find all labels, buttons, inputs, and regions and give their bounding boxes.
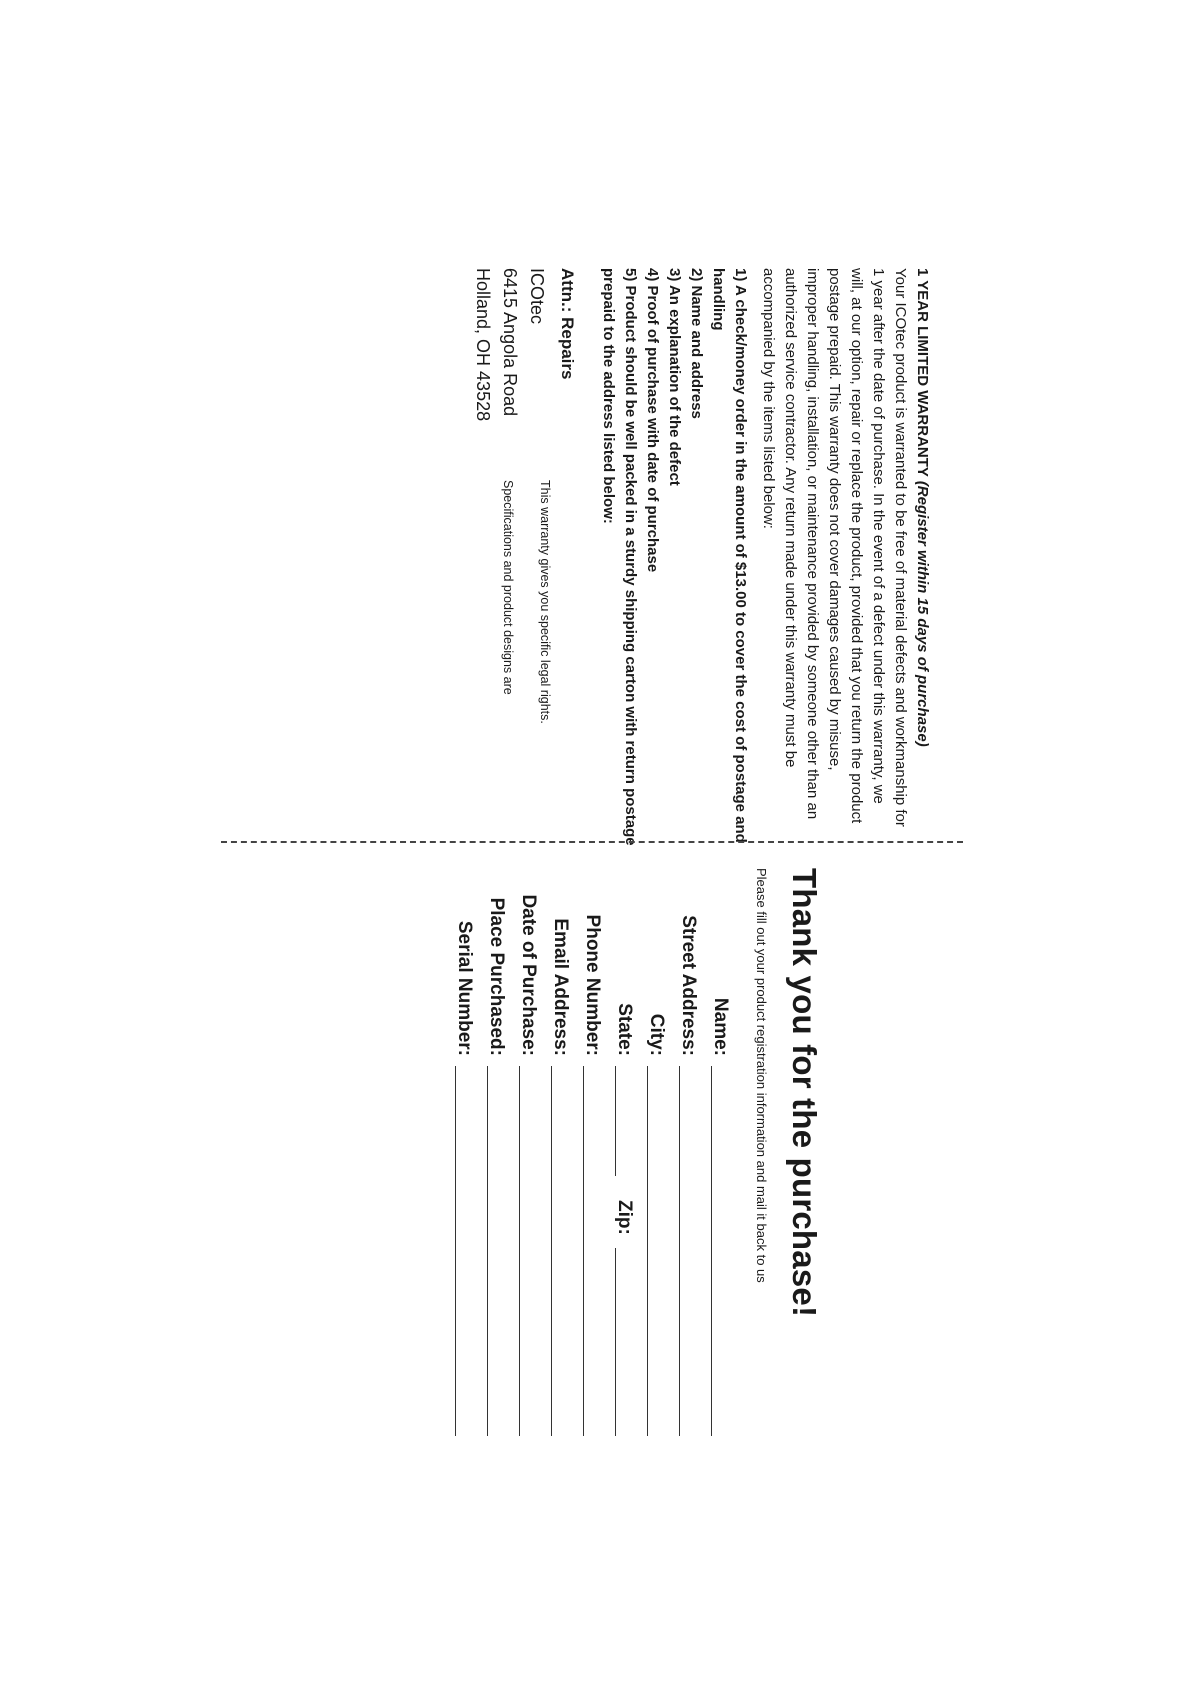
name-label: Name:: [710, 997, 731, 1056]
address-street: 6415 Angola Road: [500, 268, 520, 417]
form-row-email: [547, 856, 579, 1436]
name-field[interactable]: [711, 1066, 712, 1436]
email-address-field[interactable]: [551, 1066, 552, 1436]
address-attn: Attn.: Repairs: [558, 268, 577, 380]
form-row-serial: [451, 856, 483, 1436]
place-purchased-field[interactable]: [487, 1066, 488, 1436]
street-address-field[interactable]: [679, 1066, 680, 1436]
warranty-title-text: 1 YEAR LIMITED WARRANTY: [914, 268, 931, 477]
email-address-label: Email Address:: [550, 918, 571, 1056]
requirement-item: 3) An explanation of the defect: [666, 268, 683, 486]
place-purchased-label: Place Purchased:: [486, 897, 507, 1056]
form-row-date: [515, 856, 547, 1436]
date-of-purchase-field[interactable]: [519, 1066, 520, 1436]
registration-instructions: Please fill out your product registration information and mail it back to us: [754, 868, 769, 1283]
address-company: ICOtec: [527, 268, 547, 325]
warranty-body-text: Your ICOtec product is warranted to be free of material defects and workmanship for 1 year after the date of purchase. In the event of a defect under this warranty, we will, at our option, repair or replace the product, provided that you return the product postage prepaid. This warranty does not cover damages caused by misuse, improper handling, installation, or maintenance provided by someone other than an authorized service contractor. Any return made under this warranty must be accompanied by the items listed below:: [760, 268, 909, 827]
phone-number-label: Phone Number:: [582, 914, 603, 1056]
zip-field[interactable]: [615, 1248, 616, 1436]
requirement-item: 4) Proof of purchase with date of purchase: [644, 268, 661, 573]
fold-cut-line: [221, 841, 963, 843]
requirement-item: 2) Name and address: [688, 268, 705, 419]
state-field[interactable]: [615, 1066, 616, 1176]
state-label: State:: [614, 1003, 635, 1056]
registration-title: Thank you for the purchase!: [786, 868, 823, 1318]
requirement-item: 5) Product should be well packed in a sturdy shipping carton with return postage prepaid to the address listed below:: [600, 268, 639, 846]
form-row-street: [675, 856, 707, 1436]
address-city: Holland, OH 43528: [473, 268, 493, 422]
zip-label: Zip:: [614, 1200, 635, 1235]
form-row-phone: [579, 856, 611, 1436]
specs-note-text: Specifications and product designs are: [501, 480, 515, 695]
warranty-section: [757, 268, 933, 828]
phone-number-field[interactable]: [583, 1066, 584, 1436]
requirement-item: 1) A check/money order in the amount of $13.00 to cover the cost of postage and handling: [710, 268, 749, 843]
warranty-title: [911, 268, 933, 828]
form-row-name: [707, 856, 739, 1436]
legal-rights-text: This warranty gives you specific legal rights.: [538, 480, 552, 724]
city-label: City:: [646, 1013, 667, 1056]
form-row-state-zip: [611, 856, 643, 1436]
city-field[interactable]: [647, 1066, 648, 1436]
form-row-place: [483, 856, 515, 1436]
return-requirements-list: [597, 268, 751, 868]
serial-number-label: Serial Number:: [454, 920, 475, 1056]
street-address-label: Street Address:: [678, 915, 699, 1056]
legal-notes: [489, 480, 563, 800]
date-of-purchase-label: Date of Purchase:: [518, 894, 539, 1056]
warranty-subtitle: (Register within 15 days of purchase): [914, 480, 931, 747]
serial-number-field[interactable]: [455, 1066, 456, 1436]
form-row-city: [643, 856, 675, 1436]
